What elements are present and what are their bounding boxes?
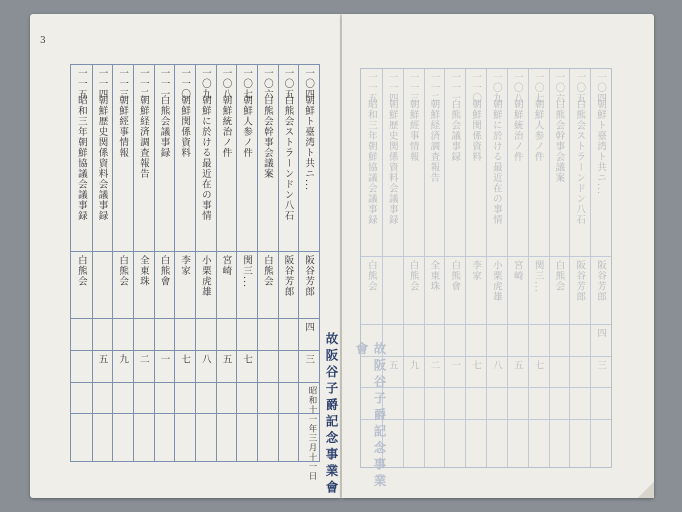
cell-title: 朝鮮に於ける最近在の事情	[199, 95, 211, 221]
cell-no: 一一三	[407, 72, 419, 104]
cell-b: 一	[449, 359, 461, 371]
cell-title: 昭和三年朝鮮協議会議事録	[75, 95, 87, 221]
cell-no: 一〇八	[220, 68, 232, 100]
cell-no: 一〇五	[574, 72, 586, 104]
page-number: 3	[40, 36, 46, 46]
column-separator	[257, 65, 258, 461]
faded-record-table	[360, 68, 612, 468]
cell-title: 白熊会議事録	[158, 95, 170, 158]
cell-by: 関三...	[532, 260, 544, 294]
cell-no: 一〇五	[282, 68, 294, 100]
cell-a: 四	[303, 322, 315, 333]
cell-no: 一一〇	[179, 68, 191, 100]
cell-by: 李家	[179, 255, 191, 277]
column-separator	[174, 65, 175, 461]
cell-b: 九	[407, 359, 419, 371]
cell-title: 朝鮮に於ける最近在の事情	[490, 99, 502, 225]
column-separator	[424, 69, 425, 467]
cell-by: 全東珠	[428, 260, 440, 292]
cell-b: 二	[428, 359, 440, 371]
faded-organization-stamp: 故阪谷子爵記念事業會	[354, 342, 387, 491]
column-separator	[154, 65, 155, 461]
column-separator	[133, 65, 134, 461]
cell-no: 一〇九	[199, 68, 211, 100]
cell-by: 白熊会	[365, 260, 377, 292]
right-page	[342, 14, 654, 498]
cell-by: 小栗虎雄	[490, 260, 502, 303]
cell-no: 一〇七	[532, 72, 544, 104]
cell-by: 白熊會	[449, 260, 461, 292]
cell-title: 朝鮮経済調査報告	[428, 99, 440, 183]
left-page	[30, 14, 340, 498]
column-separator	[569, 69, 570, 467]
cell-no: 一一五	[365, 72, 377, 104]
column-separator	[112, 65, 113, 461]
cell-no: 一〇四	[303, 68, 315, 100]
cell-by: 宮崎	[511, 260, 523, 282]
cell-b: 五	[386, 359, 398, 371]
cell-no: 一一一	[449, 72, 461, 104]
column-separator	[507, 69, 508, 467]
cell-title: 朝鮮統治ノ件	[220, 95, 232, 158]
cell-b: 三	[303, 354, 315, 365]
column-separator	[486, 69, 487, 467]
cell-by: 李家	[470, 260, 482, 282]
cell-no: 一〇八	[511, 72, 523, 104]
cell-no: 一一三	[117, 68, 129, 100]
cell-no: 一〇六	[553, 72, 565, 104]
cell-title: 朝鮮関係資料	[470, 99, 482, 162]
cell-b: 三	[595, 359, 607, 371]
cell-b: 五	[96, 354, 108, 365]
column-separator	[465, 69, 466, 467]
cell-b: 九	[117, 354, 129, 365]
column-separator	[549, 69, 550, 467]
cell-title: 朝鮮歴史関係資料会議事録	[386, 99, 398, 225]
cell-b: 五	[220, 354, 232, 365]
record-table	[70, 64, 320, 462]
cell-by: 白熊会	[75, 255, 87, 287]
cell-by: 白熊会	[407, 260, 419, 292]
cell-b: 二	[137, 354, 149, 365]
cell-no: 一一四	[386, 72, 398, 104]
cell-by: 阪谷芳郎	[574, 260, 586, 303]
cell-title: 朝鮮經事情報	[407, 99, 419, 162]
cell-b: 七	[470, 359, 482, 371]
organization-stamp: 故阪谷子爵記念事業會	[324, 332, 339, 497]
cell-no: 一一〇	[470, 72, 482, 104]
cell-no: 一一一	[158, 68, 170, 100]
cell-by: 白熊会	[261, 255, 273, 287]
cell-b: 七	[179, 354, 191, 365]
cell-b: 七	[241, 354, 253, 365]
cell-b: 八	[199, 354, 211, 365]
cell-by: 白熊會	[158, 255, 170, 287]
cell-no: 一一二	[137, 68, 149, 100]
cell-by: 阪谷芳郎	[303, 255, 315, 298]
cell-by: 宮崎	[220, 255, 232, 277]
column-separator	[278, 65, 279, 461]
cell-by: 白熊会	[117, 255, 129, 287]
cell-no: 一〇四	[595, 72, 607, 104]
column-separator	[216, 65, 217, 461]
cell-title: 白熊会幹事会議案	[261, 95, 273, 179]
column-separator	[528, 69, 529, 467]
cell-by: 阪谷芳郎	[595, 260, 607, 303]
cell-a: 四	[595, 327, 607, 339]
cell-b: 五	[511, 359, 523, 371]
cell-no: 一〇六	[261, 68, 273, 100]
handwritten-note: 昭和十一年三月十一日	[307, 386, 317, 481]
cell-title: 朝鮮ト臺湾ト共ニ...	[303, 95, 315, 192]
cell-title: 朝鮮統治ノ件	[511, 99, 523, 162]
page-corner-fold	[638, 482, 654, 498]
column-separator	[590, 69, 591, 467]
column-separator	[236, 65, 237, 461]
cell-title: 朝鮮ト臺湾ト共ニ...	[595, 99, 607, 196]
cell-by: 関三...	[241, 255, 253, 289]
cell-title: 白熊会幹事会議案	[553, 99, 565, 183]
cell-title: 朝鮮経済調査報告	[137, 95, 149, 179]
cell-title: 朝鮮人参ノ件	[241, 95, 253, 158]
cell-title: 朝鮮人参ノ件	[532, 99, 544, 162]
column-separator	[195, 65, 196, 461]
cell-by: 全東珠	[137, 255, 149, 287]
cell-title: 朝鮮関係資料	[179, 95, 191, 158]
cell-title: 白熊会ストラーンドン八石	[282, 95, 294, 221]
cell-no: 一一五	[75, 68, 87, 100]
cell-b: 八	[490, 359, 502, 371]
cell-title: 朝鮮歴史関係資料会議事録	[96, 95, 108, 221]
cell-title: 朝鮮經事情報	[117, 95, 129, 158]
column-separator	[403, 69, 404, 467]
cell-title: 白熊会ストラーンドン八石	[574, 99, 586, 225]
cell-title: 白熊会議事録	[449, 99, 461, 162]
cell-by: 阪谷芳郎	[282, 255, 294, 298]
cell-by: 白熊会	[553, 260, 565, 292]
cell-b: 一	[158, 354, 170, 365]
cell-title: 昭和三年朝鮮協議会議事録	[365, 99, 377, 225]
column-separator	[92, 65, 93, 461]
cell-b: 七	[532, 359, 544, 371]
column-separator	[298, 65, 299, 461]
cell-no: 一〇九	[490, 72, 502, 104]
cell-no: 一〇七	[241, 68, 253, 100]
cell-by: 小栗虎雄	[199, 255, 211, 298]
column-separator	[444, 69, 445, 467]
cell-no: 一一四	[96, 68, 108, 100]
cell-no: 一一二	[428, 72, 440, 104]
